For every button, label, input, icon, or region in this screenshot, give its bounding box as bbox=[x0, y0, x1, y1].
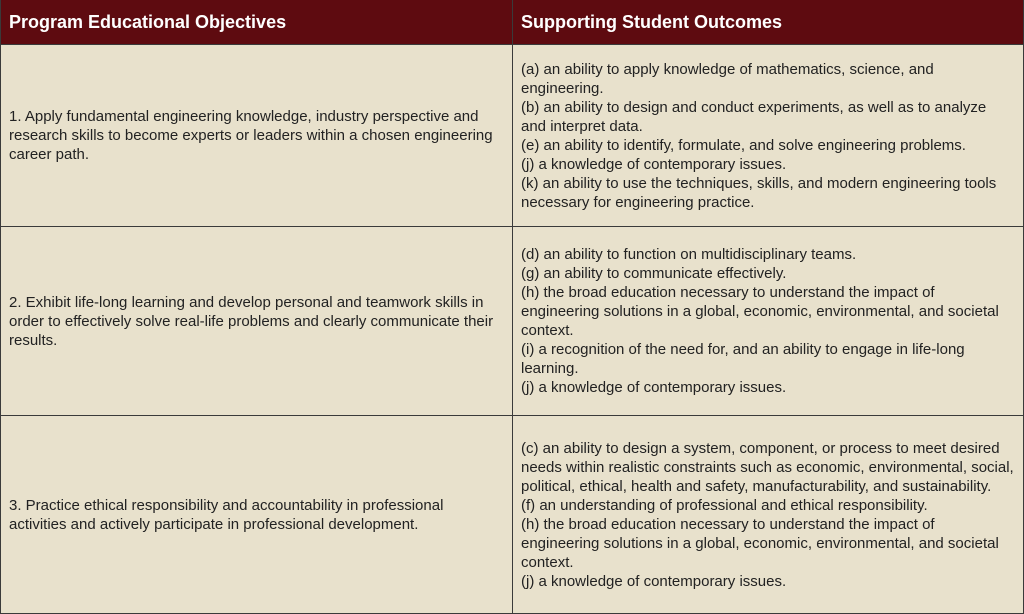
objective-cell: 2. Exhibit life-long learning and develop personal and teamwork skills in order to effectively solve real-life problems and clearly communicate their results. bbox=[1, 227, 513, 415]
table-header-row bbox=[1, 0, 1023, 45]
outcomes-list bbox=[521, 60, 1015, 212]
objective-cell: 1. Apply fundamental engineering knowledge, industry perspective and research skills to become experts or leaders within a chosen engineering career path. bbox=[1, 45, 513, 226]
outcomes-cell bbox=[513, 45, 1023, 226]
table-row bbox=[1, 416, 1023, 613]
header-outcomes: Supporting Student Outcomes bbox=[521, 11, 782, 32]
outcome-item: (h) the broad education necessary to understand the impact of engineering solutions in a global, economic, environmental, and societal context. bbox=[521, 515, 999, 571]
outcome-item: (c) an ability to design a system, component, or process to meet desired needs within realistic constraints such as economic, environmental, social, political, ethical, health and safety, manufacturability, and sustainability. bbox=[521, 439, 1014, 495]
outcome-item: (b) an ability to design and conduct experiments, as well as to analyze and interpret data. bbox=[521, 98, 987, 135]
outcome-item: (f) an understanding of professional and ethical responsibility. bbox=[521, 496, 928, 514]
outcome-item: (i) a recognition of the need for, and an ability to engage in life-long learning. bbox=[521, 341, 965, 377]
outcomes-cell bbox=[513, 416, 1023, 613]
outcome-item: (d) an ability to function on multidisciplinary teams. bbox=[521, 246, 857, 263]
outcome-item: (a) an ability to apply knowledge of mathematics, science, and engineering. bbox=[521, 60, 934, 97]
outcome-item: (j) a knowledge of contemporary issues. bbox=[521, 155, 787, 173]
objective-cell: 3. Practice ethical responsibility and accountability in professional activities and actively participate in professional development. bbox=[1, 416, 513, 613]
outcome-item: (g) an ability to communicate effectively. bbox=[521, 265, 787, 282]
table-row bbox=[1, 227, 1023, 416]
outcome-item: (j) a knowledge of contemporary issues. bbox=[521, 379, 787, 396]
outcome-item: (k) an ability to use the techniques, skills, and modern engineering tools necessary for engineering practice. bbox=[521, 174, 997, 211]
outcomes-list bbox=[521, 245, 1015, 397]
outcome-item: (e) an ability to identify, formulate, and solve engineering problems. bbox=[521, 136, 966, 154]
outcomes-cell bbox=[513, 227, 1023, 415]
outcome-item: (h) the broad education necessary to understand the impact of engineering solutions in a global, economic, environmental, and societal context. bbox=[521, 284, 999, 339]
header-objectives: Program Educational Objectives bbox=[1, 0, 513, 44]
table-row bbox=[1, 45, 1023, 227]
outcomes-list bbox=[521, 439, 1015, 591]
outcome-item: (j) a knowledge of contemporary issues. bbox=[521, 572, 787, 590]
